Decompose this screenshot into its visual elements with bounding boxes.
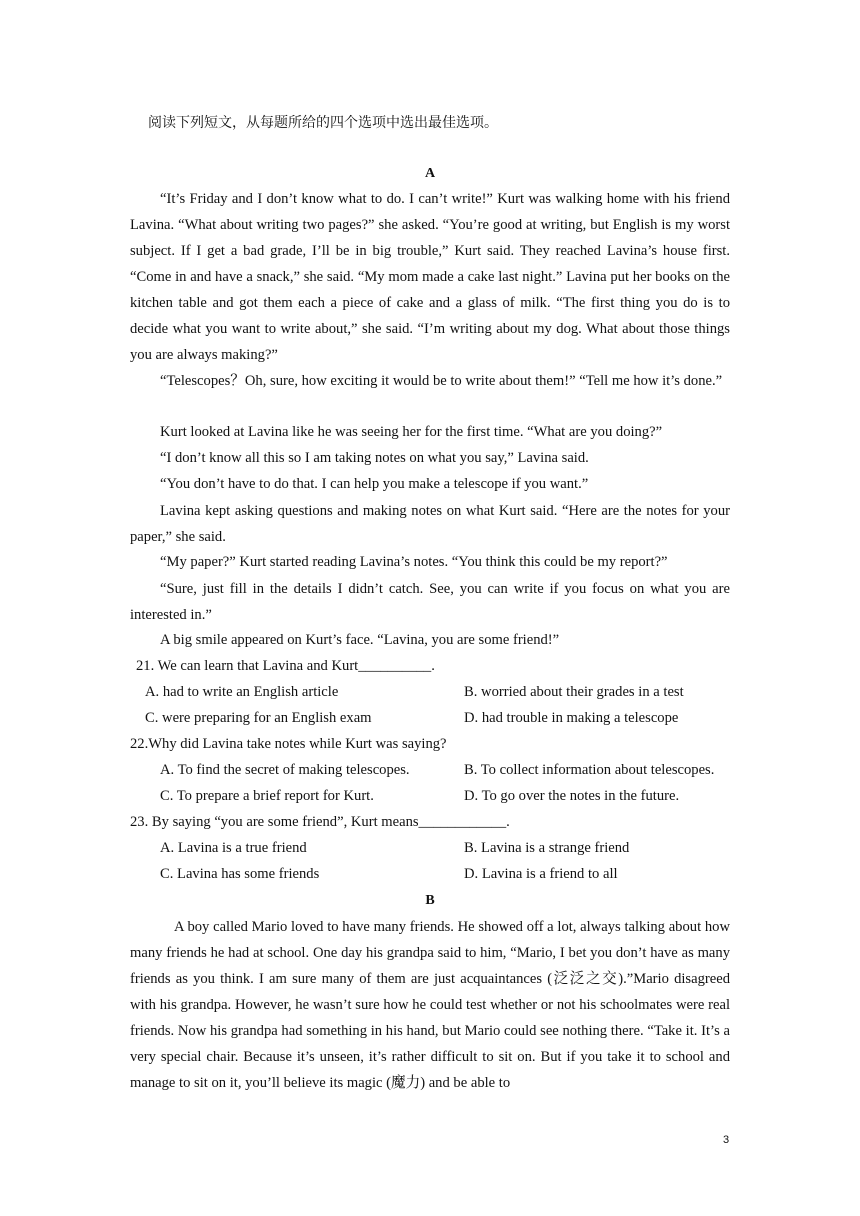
question-23-option-d: D. Lavina is a friend to all — [464, 866, 618, 882]
instruction-text: 阅读下列短文，从每题所给的四个选项中选出最佳选项。 — [148, 116, 498, 131]
question-21-option-b: B. worried about their grades in a test — [464, 684, 684, 700]
question-23-option-b: B. Lavina is a strange friend — [464, 840, 630, 856]
question-22-option-b: B. To collect information about telescopes. — [464, 762, 715, 778]
question-23-stem: 23. By saying “you are some friend”, Kurt means____________. — [130, 814, 510, 830]
passage-b-title: B — [425, 893, 435, 908]
passage-a-paragraph-3: Kurt looked at Lavina like he was seeing her for the first time. “What are you doing?” — [160, 424, 663, 440]
passage-a-paragraph-1: “It’s Friday and I don’t know what to do. I can’t write!” Kurt was walking home with his friend Lavina. “What about writing two pages?” she asked. “You’re good at writing, but English is my worst subject. If I get a bad grade, I’ll be in big trouble,” Kurt said. They reached Lavina’s house first. “Come in and have a snack,” she said. “My mom made a cake last night.” Lavina put her books on the kitchen table and got them each a piece of cake and a glass of milk. “The first thing you do is to decide what you want to write about,” she said. “I’m writing about my dog. What about those things you are always making?” — [130, 191, 730, 363]
question-21-stem: 21. We can learn that Lavina and Kurt__________. — [136, 658, 435, 674]
question-21-option-c: C. were preparing for an English exam — [145, 710, 372, 726]
question-22-stem: 22.Why did Lavina take notes while Kurt was saying? — [130, 736, 447, 752]
passage-a-paragraph-4: “I don’t know all this so I am taking notes on what you say,” Lavina said. — [160, 450, 589, 466]
question-23-option-a: A. Lavina is a true friend — [160, 840, 307, 856]
page-number: 3 — [723, 1134, 730, 1146]
passage-a-title: A — [424, 166, 436, 181]
question-22-option-a: A. To find the secret of making telescopes. — [160, 762, 410, 778]
question-22-option-d: D. To go over the notes in the future. — [464, 788, 680, 804]
passage-a-paragraph-2: “Telescopes？Oh, sure, how exciting it would be to write about them!” “Tell me how it’s done.” — [160, 373, 723, 389]
question-23-option-c: C. Lavina has some friends — [160, 866, 320, 882]
passage-a-paragraph-9: A big smile appeared on Kurt’s face. “Lavina, you are some friend!” — [160, 632, 560, 648]
question-21-option-d: D. had trouble in making a telescope — [464, 710, 679, 726]
passage-a-paragraph-8: “Sure, just fill in the details I didn’t catch. See, you can write if you focus on what you are interested in.” — [130, 581, 730, 623]
question-22-option-c: C. To prepare a brief report for Kurt. — [160, 788, 374, 804]
passage-a-paragraph-5: “You don’t have to do that. I can help you make a telescope if you want.” — [160, 476, 589, 492]
passage-a-paragraph-7: “My paper?” Kurt started reading Lavina’s notes. “You think this could be my report?” — [160, 554, 668, 570]
passage-a-paragraph-6: Lavina kept asking questions and making notes on what Kurt said. “Here are the notes for your paper,” she said. — [130, 503, 730, 545]
passage-b-paragraph: A boy called Mario loved to have many friends. He showed off a lot, always talking about how many friends he had at school. One day his grandpa said to him, “Mario, I bet you don’t have as many friends as you think. I am sure many of them are just acquaintances (泛泛之交).”Mario disagreed with his grandpa. However, he wasn’t sure how he could test whether or not his schoolmates were real friends. Now his grandpa had something in his hand, but Mario could see nothing there. “Take it. It’s a very special chair. Because it’s unseen, it’s rather difficult to sit on. But if you take it to school and manage to sit on it, you’ll believe its magic (魔力) and be able to — [130, 919, 730, 1091]
question-21-option-a: A. had to write an English article — [145, 684, 339, 700]
